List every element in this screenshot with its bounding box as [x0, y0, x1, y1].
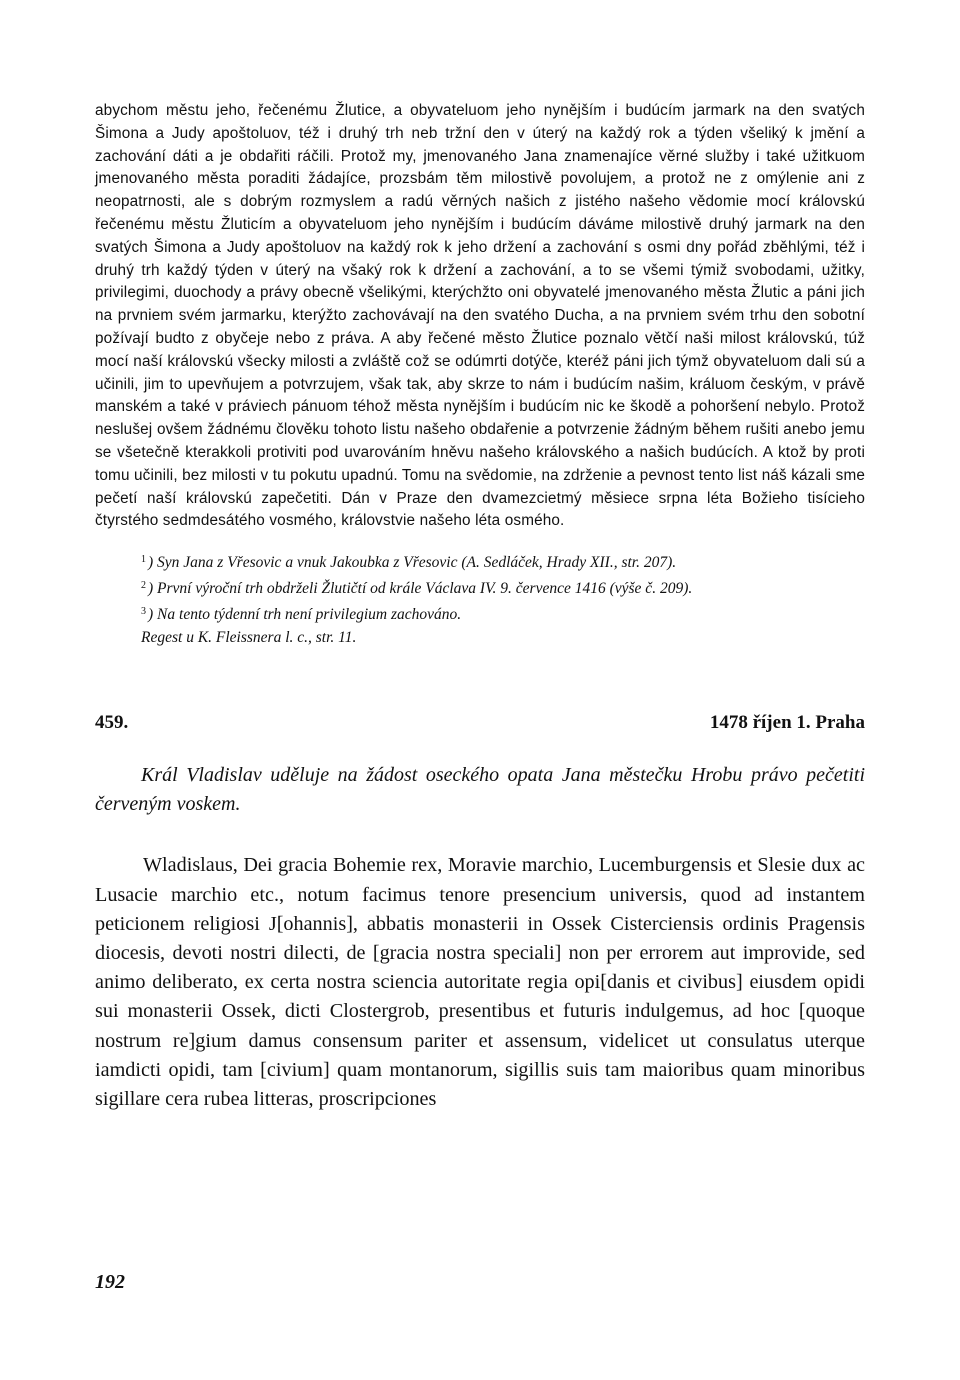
footnote-2: $^2$ ) První výroční trh obdrželi Žlutičtí od krále Václava IV. 9. července 1416 (výše č. 209). — [141, 579, 693, 597]
document-number: 459. — [95, 712, 129, 734]
footnote-mark: 1 — [141, 554, 146, 566]
continuation-paragraph: abychom městu jeho, řečenému Žlutice, a obyvateluom jeho nynějším i budúcím jarmark na den svatých Šimona a Judy apoštoluov, též i druhý trh neb tržní den v úterý na každý rok a týden všeliký k jmění a zachování dáti a je obdařiti ráčili. Protož my, jmenovaného Jana znamenajíce věrné služby i také užitkuom jmenovaného města poraditi žádajíce, prozsbám těm milostivě povolujem, a protož ne z omýlenie ani z neopatrnosti, ale s dobrým rozmyslem a radú věrných našich z jistého našeho vědomie mocí královskú řečenému městu Žluticím a obyvateluom jeho nynějším i budúcím dáváme milostivě druhý jarmark na den svatých Šimona a Judy apoštoluov na každý rok k jeho držení a zachování s osmi dny pořád zběhlými, též i druhý trh každý týden v úterý na všaký rok k držení a zachování, a to se všemi týmiž svobodami, užitky, privilegimi, duochody a právy obecně všelikými, kterýchžto oni obyvatelé jmenovaného města Žlutic a páni jich na prvniem svém jarmarku, kterýžto zachovávají na den svatého Ducha, a na prvniem svém trhu den sobotní požívají budto z obyčeje nebo z práva. A aby řečené město Žlutice poznalo větčí naši milost královskú, túž mocí naší královskú všecky milosti a zvláště což se odúmrti dotýče, kteréž páni jich týmž obyvateluom dali sú a učinili, jim to upevňujem a potvrzujem, však tak, aby skrze to nám i budúcím našim, králuom českým, v právě manském a také v práviech pánuom téhož města nynějším i budúcím nic ke škodě a pohoršení nebylo. Protož neslušej ovšem žádnému člověku tohoto listu našeho obdařenie a potvrzenie žádným během rušiti anebo jemu se všetečně kterakkoli protiviti pod uvarováním hněvu našeho královského a našich budúcích. A ktož by proti tomu učinili, bez milosti v tu pokutu upadnú. Tomu na svědomie, na zdrženie a pevnost tento list náš kázali sme pečetí naší královskú zapečetiti. Dán v Praze den dvamezcietmý měsiece srpna léta Božieho tisícieho čtyrstého sedmdesátého vosmého, královstvie našeho léta osmého. — [95, 102, 865, 530]
document-summary: Král Vladislav uděluje na žádost oseckého opata Jana městečku Hrobu právo pečetiti červeným voskem. — [95, 764, 865, 816]
latin-text: Wladislaus, Dei gracia Bohemie rex, Moravie marchio, Lucemburgensis et Slesie dux ac Lusacie marchio etc., notum facimus tenore presencium universis, quod ad instantem peticionem religiosi J[ohannis], abbatis monasterii in Ossek Cisterciensis ordinis Pragensis diocesis, devoti nostri dilecti, de [gracia nostra speciali] non per errorem aut improvide, sed animo deliberato, ex certa nostra sciencia autoritate regia opi[danis et civibus] eiusdem opidi sui monasterii Ossek, dicti Clostergrob, presentibus et futuris indulgemus, ad hoc [quoque nostrum re]gium damus consensum pariter et assensum, videlicet ut consulatus uterque iamdicti opidi, tam [civium] quam montanorum, sigillis suis tam maioribus quam minoribus sigillare cera rubea litteras, proscripciones — [95, 854, 865, 1110]
footnote-text: První výroční trh obdrželi Žlutičtí od krále Václava IV. 9. července 1416 (výše č. 209). — [157, 579, 693, 597]
footnotes — [95, 549, 865, 649]
regest-source: Regest u K. Fleissnera l. c., str. 11. — [141, 628, 357, 646]
document-date-place: 1478 říjen 1. Praha — [709, 712, 865, 734]
page-content — [95, 100, 865, 1114]
footnote-text: Na tento týdenní trh není privilegium zachováno. — [157, 605, 462, 623]
footnote-1: $^1$ ) Syn Jana z Vřesovic a vnuk Jakoubka z Vřesovic (A. Sedláček, Hrady XII., str. 207). — [141, 554, 677, 572]
document-header — [95, 711, 865, 735]
footnote-text: Syn Jana z Vřesovic a vnuk Jakoubka z Vřesovic (A. Sedláček, Hrady XII., str. 207). — [157, 554, 677, 572]
page-number: 192 — [95, 1271, 125, 1293]
footnote-mark: 3 — [141, 605, 146, 617]
footnote-mark: 2 — [141, 579, 146, 591]
footnote-3: $^3$ ) Na tento týdenní trh není privilegium zachováno. — [141, 605, 462, 623]
